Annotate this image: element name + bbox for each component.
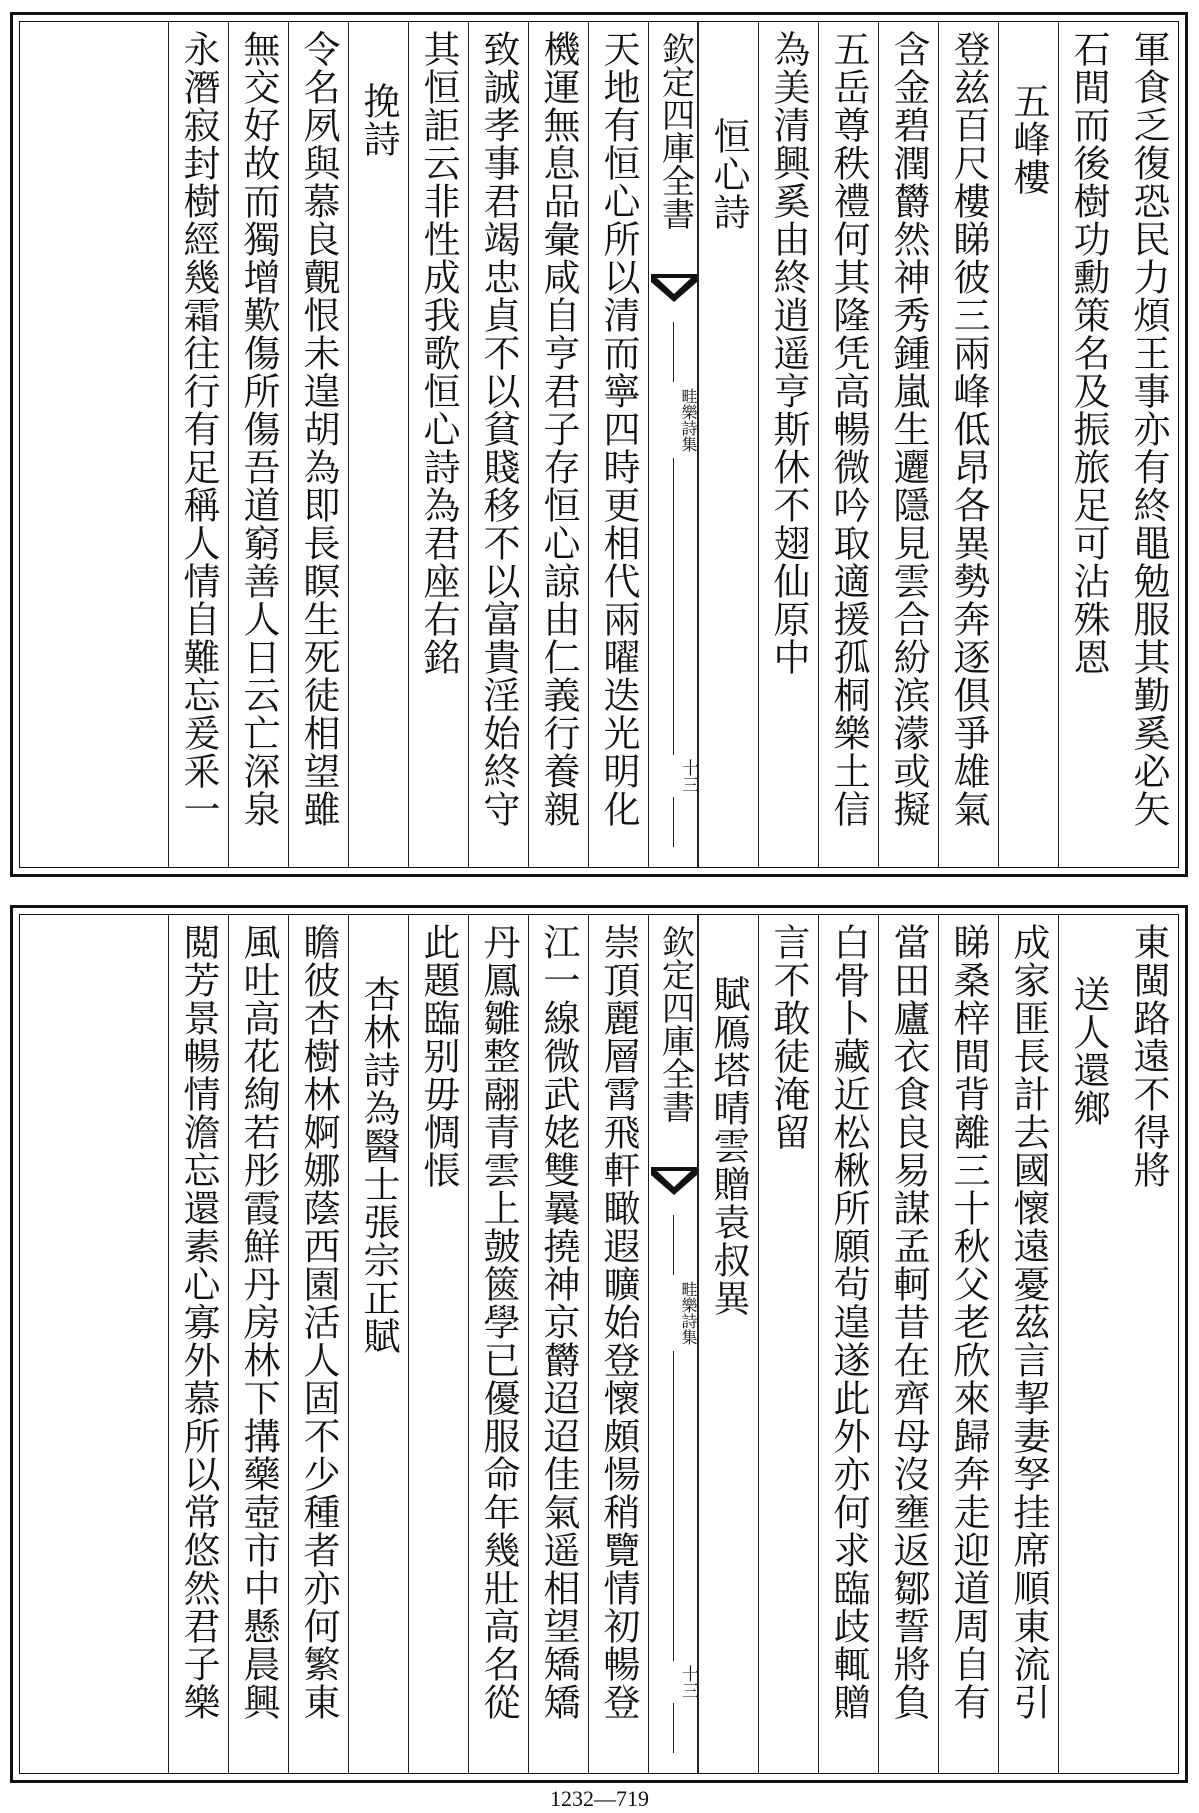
bottom-column-text: 賦鴈塔晴雲贈袁叔異 xyxy=(707,975,750,1317)
bottom-page-panel xyxy=(10,905,1188,1783)
top-text-column xyxy=(1058,22,1118,867)
top-column-text: 含金碧潤欝然神秀鍾嵐生邐隱見雲合紛滨濛或擬 xyxy=(887,30,930,828)
bottom-page-frame xyxy=(19,914,1179,1774)
page-number: 十三 xyxy=(649,755,697,797)
top-text-column xyxy=(758,22,818,867)
page-footer-number: 1232—719 xyxy=(550,1786,649,1811)
top-column-text: 致誠孝事君竭忠貞不以貧賤移不以富貴淫始終守 xyxy=(477,30,520,828)
top-column-text: 永潛寂封樹經幾霜往行有足稱人情自難忘爰釆一 xyxy=(177,30,220,828)
top-text-column xyxy=(588,22,648,867)
top-column-text: 無交好故而獨增歎傷所傷吾道窮善人日云亡深泉 xyxy=(237,30,280,828)
top-text-column xyxy=(468,22,528,867)
top-page-panel xyxy=(10,12,1188,877)
top-text-column xyxy=(938,22,998,867)
bottom-column-text: 閲芳景暢情澹忘還素心寡外慕所以常悠然君子樂 xyxy=(177,923,220,1721)
bottom-column-text: 白骨卜藏近松楸所願茍遑遂此外亦何求臨歧輒贈 xyxy=(827,923,870,1721)
bottom-text-column xyxy=(168,915,228,1773)
top-column-text: 機運無息品彙咸自亨君子存恒心諒由仁義行養親 xyxy=(537,30,580,828)
bottom-column-text: 崇頂麗層霄飛軒瞰遐曠始登懷頗愓稍覽情初暢登 xyxy=(597,923,640,1721)
fishtail-ornament-icon xyxy=(649,272,699,312)
top-text-column xyxy=(528,22,588,867)
bottom-column-text: 東閩路遠不得將 xyxy=(1127,923,1170,1189)
bottom-text-column xyxy=(998,915,1058,1773)
top-text-column xyxy=(698,22,758,867)
bottom-text-column xyxy=(408,915,468,1773)
top-text-column xyxy=(168,22,228,867)
top-centerfold xyxy=(648,22,698,867)
top-column-text: 令名夙與慕良覿恨未遑胡為即長瞑生死徒相望雖 xyxy=(297,30,340,828)
top-column-text: 其恒詎云非性成我歌恒心詩為君座右銘 xyxy=(417,30,460,676)
top-column-text: 挽詩 xyxy=(357,82,400,158)
bottom-column-text: 風吐高花絢若彤霞鮮丹房林下搆藥壺市中懸晨興 xyxy=(237,923,280,1721)
bottom-column-text: 言不敢徒淹留 xyxy=(767,923,810,1151)
bottom-centerfold xyxy=(648,915,698,1773)
bottom-column-text: 瞻彼杏樹林婀娜蔭西園活人固不少種者亦何繁東 xyxy=(297,923,340,1721)
top-column-text: 五岳尊秩禮何其隆凭高暢微吟取適援孤桐樂土信 xyxy=(827,30,870,828)
top-column-text: 天地有恒心所以清而寧四時更相代兩曜迭光明化 xyxy=(597,30,640,828)
top-text-column xyxy=(288,22,348,867)
top-column-text: 軍食乏復恐民力煩王事亦有終黽勉服其勤奚必矢 xyxy=(1127,30,1170,828)
book-title: 欽定四庫全書 xyxy=(657,925,696,1123)
top-text-column xyxy=(1118,22,1178,867)
fishtail-ornament-icon xyxy=(649,1165,699,1205)
bottom-column-text: 此題臨别毋惆悵 xyxy=(417,923,460,1189)
bottom-text-column xyxy=(468,915,528,1773)
bottom-text-column xyxy=(758,915,818,1773)
bottom-column-text: 睇桑梓間背離三十秋父老欣來歸奔走迎道周自有 xyxy=(947,923,990,1721)
bottom-column-text: 送人還鄉 xyxy=(1067,975,1110,1127)
bottom-text-column xyxy=(288,915,348,1773)
bottom-text-column xyxy=(878,915,938,1773)
book-title: 欽定四庫全書 xyxy=(657,32,696,230)
bottom-column-text: 江一線微武姥雙曩撓神京欝迢迢佳氣遥相望矯矯 xyxy=(537,923,580,1721)
bottom-text-column xyxy=(228,915,288,1773)
top-text-column xyxy=(998,22,1058,867)
bottom-text-column xyxy=(348,915,408,1773)
bottom-column-text: 當田廬衣食良易謀孟軻昔在齊母沒壅返鄒誓將負 xyxy=(887,923,930,1721)
bottom-text-column xyxy=(698,915,758,1773)
collection-name: 畦樂詩集 xyxy=(649,382,697,458)
bottom-column-text: 成家匪長計去國懷遠憂茲言挈妻孥挂席順東流引 xyxy=(1007,923,1050,1721)
top-column-text: 登兹百尺樓睇彼三兩峰低昂各異勢奔逐俱爭雄氣 xyxy=(947,30,990,828)
top-text-column xyxy=(878,22,938,867)
top-page-frame xyxy=(19,21,1179,868)
bottom-text-column xyxy=(1118,915,1178,1773)
top-column-text: 石間而後樹功勳策名及振旅足可沾殊恩 xyxy=(1067,30,1110,676)
top-text-column xyxy=(408,22,468,867)
top-text-column xyxy=(818,22,878,867)
bottom-column-text: 杏林詩為醫士張宗正賦 xyxy=(357,975,400,1355)
top-column-text: 為美清興奚由終逍遥亨斯休不翅仙原中 xyxy=(767,30,810,676)
bottom-column-text: 丹鳳雛整翮青雲上皷篋學已優服命年幾壯高名從 xyxy=(477,923,520,1721)
top-text-column xyxy=(228,22,288,867)
top-column-text: 五峰樓 xyxy=(1007,82,1050,196)
page-number: 十三 xyxy=(649,1661,697,1703)
bottom-text-column xyxy=(818,915,878,1773)
collection-name: 畦樂詩集 xyxy=(649,1275,697,1351)
top-column-text: 恒心詩 xyxy=(707,117,750,231)
bottom-text-column xyxy=(938,915,998,1773)
bottom-text-column xyxy=(588,915,648,1773)
bottom-text-column xyxy=(1058,915,1118,1773)
bottom-text-column xyxy=(528,915,588,1773)
top-text-column xyxy=(348,22,408,867)
